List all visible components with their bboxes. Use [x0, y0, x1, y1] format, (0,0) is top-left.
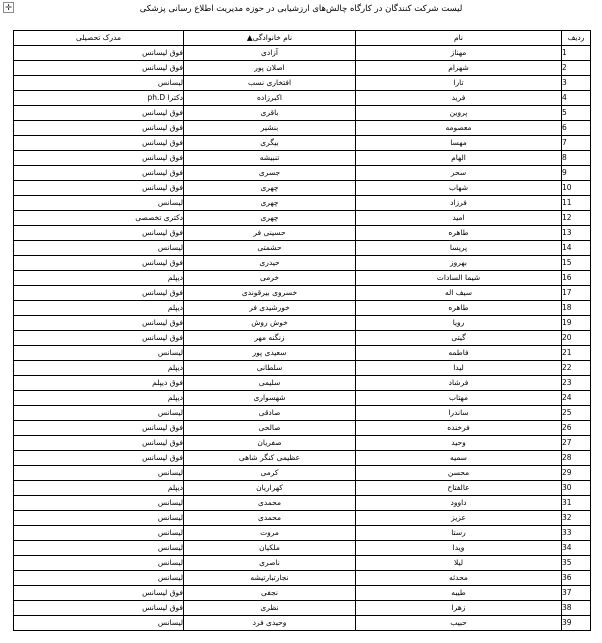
row-degree: لیسانس [14, 526, 184, 541]
table-row [14, 496, 591, 511]
row-first-name: عزیز [356, 511, 562, 526]
table-row [14, 181, 591, 196]
table-row [14, 241, 591, 256]
row-family-name: چهری [184, 181, 356, 196]
row-first-name: فرشاد [356, 376, 562, 391]
row-family-name: صادقی [184, 406, 356, 421]
row-family-name: حشمتی [184, 241, 356, 256]
table-row [14, 286, 591, 301]
table-row [14, 301, 591, 316]
row-degree: لیسانس [14, 76, 184, 91]
row-first-name: رستا [356, 526, 562, 541]
row-degree: فوق لیسانس [14, 256, 184, 271]
row-family-name: ناصری [184, 556, 356, 571]
row-index: 28 [562, 451, 591, 466]
table-row [14, 136, 591, 151]
table-row [14, 586, 591, 601]
row-first-name: پروین [356, 106, 562, 121]
row-degree: فوق لیسانس [14, 106, 184, 121]
table-row [14, 106, 591, 121]
table-row [14, 331, 591, 346]
row-family-name: افتخاری نسب [184, 76, 356, 91]
table-row [14, 166, 591, 181]
row-index: 10 [562, 181, 591, 196]
row-first-name: عالفتاح [356, 481, 562, 496]
header-index: ردیف [562, 31, 591, 46]
row-first-name: طاهره [356, 226, 562, 241]
row-family-name: باقری [184, 106, 356, 121]
row-family-name: جسری [184, 166, 356, 181]
row-index: 34 [562, 541, 591, 556]
row-index: 35 [562, 556, 591, 571]
row-index: 32 [562, 511, 591, 526]
row-index: 20 [562, 331, 591, 346]
row-degree: فوق لیسانس [14, 316, 184, 331]
row-degree: لیسانس [14, 241, 184, 256]
table-row [14, 556, 591, 571]
table-row [14, 451, 591, 466]
row-family-name: زنگنه مهر [184, 331, 356, 346]
row-index: 1 [562, 46, 591, 61]
row-family-name: صفریان [184, 436, 356, 451]
row-first-name: ساندرا [356, 406, 562, 421]
row-degree: لیسانس [14, 466, 184, 481]
row-family-name: اکبرزاده [184, 91, 356, 106]
table-row [14, 61, 591, 76]
row-degree: دکتری تخصصی [14, 211, 184, 226]
table-row [14, 196, 591, 211]
table-row [14, 46, 591, 61]
header-degree: مدرک تحصیلی [14, 31, 184, 46]
header-name: نام [356, 31, 562, 46]
row-first-name: شیما السادات [356, 271, 562, 286]
row-degree: لیسانس [14, 571, 184, 586]
row-index: 19 [562, 316, 591, 331]
row-degree: فوق لیسانس [14, 166, 184, 181]
row-first-name: ویدا [356, 541, 562, 556]
row-degree: لیسانس [14, 496, 184, 511]
table-row [14, 541, 591, 556]
row-family-name: آزادی [184, 46, 356, 61]
row-first-name: طاهره [356, 301, 562, 316]
row-degree: دیپلم [14, 481, 184, 496]
row-index: 5 [562, 106, 591, 121]
row-index: 6 [562, 121, 591, 136]
row-family-name: حسینی فر [184, 226, 356, 241]
row-first-name: فرزاد [356, 196, 562, 211]
row-degree: لیسانس [14, 541, 184, 556]
row-family-name: خورشیدی فر [184, 301, 356, 316]
row-degree: لیسانس [14, 616, 184, 631]
row-index: 7 [562, 136, 591, 151]
row-index: 14 [562, 241, 591, 256]
row-index: 2 [562, 61, 591, 76]
row-degree: لیسانس [14, 346, 184, 361]
row-first-name: حبیب [356, 616, 562, 631]
row-family-name: عظیمی کنگر شاهی [184, 451, 356, 466]
header-family-name[interactable]: نام خانوادگی▲ [184, 31, 356, 46]
row-first-name: فاطمه [356, 346, 562, 361]
row-first-name: بهروز [356, 256, 562, 271]
row-family-name: سلطانی [184, 361, 356, 376]
row-degree: فوق لیسانس [14, 286, 184, 301]
row-degree: فوق لیسانس [14, 46, 184, 61]
row-first-name: طیبه [356, 586, 562, 601]
row-index: 3 [562, 76, 591, 91]
row-degree: فوق لیسانس [14, 436, 184, 451]
row-degree: دیپلم [14, 391, 184, 406]
row-index: 38 [562, 601, 591, 616]
row-degree: فوق لیسانس [14, 451, 184, 466]
row-index: 30 [562, 481, 591, 496]
row-family-name: وحیدی فرد [184, 616, 356, 631]
row-degree: فوق لیسانس [14, 226, 184, 241]
table-row [14, 391, 591, 406]
row-family-name: تنبیشه [184, 151, 356, 166]
row-first-name: وحید [356, 436, 562, 451]
table-row [14, 571, 591, 586]
row-degree: دیپلم [14, 361, 184, 376]
row-index: 13 [562, 226, 591, 241]
row-first-name: رویا [356, 316, 562, 331]
row-family-name: بیگری [184, 136, 356, 151]
row-family-name: محمدی [184, 511, 356, 526]
row-index: 22 [562, 361, 591, 376]
table-row [14, 436, 591, 451]
row-first-name: مهناز [356, 46, 562, 61]
row-first-name: معصومه [356, 121, 562, 136]
table-row [14, 151, 591, 166]
table-row [14, 211, 591, 226]
row-degree: دیپلم [14, 301, 184, 316]
row-degree: فوق لیسانس [14, 181, 184, 196]
row-first-name: لیدا [356, 361, 562, 376]
row-index: 17 [562, 286, 591, 301]
row-first-name: شهاب [356, 181, 562, 196]
row-index: 12 [562, 211, 591, 226]
table-row [14, 226, 591, 241]
row-degree: دکترا ph.D [14, 91, 184, 106]
row-first-name: شهرام [356, 61, 562, 76]
row-index: 4 [562, 91, 591, 106]
row-degree: فوق لیسانس [14, 601, 184, 616]
row-degree: لیسانس [14, 406, 184, 421]
row-first-name: زهرا [356, 601, 562, 616]
row-first-name: گیتی [356, 331, 562, 346]
table-header-row [14, 31, 591, 46]
row-family-name: محمدی [184, 496, 356, 511]
table-row [14, 376, 591, 391]
row-first-name: داوود [356, 496, 562, 511]
row-index: 37 [562, 586, 591, 601]
table-row [14, 76, 591, 91]
table-row [14, 406, 591, 421]
row-family-name: شهسواری [184, 391, 356, 406]
row-first-name: الهام [356, 151, 562, 166]
row-index: 16 [562, 271, 591, 286]
row-index: 21 [562, 346, 591, 361]
row-degree: فوق لیسانس [14, 151, 184, 166]
row-family-name: مروت [184, 526, 356, 541]
row-first-name: لیلا [356, 556, 562, 571]
row-index: 9 [562, 166, 591, 181]
row-first-name: سحر [356, 166, 562, 181]
row-family-name: نجفی [184, 586, 356, 601]
row-index: 29 [562, 466, 591, 481]
row-degree: لیسانس [14, 556, 184, 571]
table-row [14, 511, 591, 526]
row-first-name: محسن [356, 466, 562, 481]
table-row [14, 91, 591, 106]
row-index: 33 [562, 526, 591, 541]
table-row [14, 271, 591, 286]
table-row [14, 601, 591, 616]
row-index: 25 [562, 406, 591, 421]
row-index: 36 [562, 571, 591, 586]
row-first-name: محدثه [356, 571, 562, 586]
table-row [14, 421, 591, 436]
row-first-name: مهتاب [356, 391, 562, 406]
move-cross-icon[interactable]: ✛ [3, 2, 14, 13]
row-index: 31 [562, 496, 591, 511]
row-family-name: ملکیان [184, 541, 356, 556]
table-row [14, 346, 591, 361]
row-family-name: نظری [184, 601, 356, 616]
row-degree: دیپلم [14, 271, 184, 286]
row-first-name: سیف اله [356, 286, 562, 301]
row-family-name: خوش روش [184, 316, 356, 331]
table-row [14, 616, 591, 631]
row-first-name: سمیه [356, 451, 562, 466]
row-degree: فوق لیسانس [14, 61, 184, 76]
row-index: 23 [562, 376, 591, 391]
row-degree: لیسانس [14, 511, 184, 526]
row-degree: فوق لیسانس [14, 121, 184, 136]
row-first-name: مهسا [356, 136, 562, 151]
row-index: 24 [562, 391, 591, 406]
row-family-name: نجارتبارتیشه [184, 571, 356, 586]
row-family-name: خسروی بیرقوندی [184, 286, 356, 301]
table-row [14, 256, 591, 271]
row-index: 18 [562, 301, 591, 316]
row-degree: فوق لیسانس [14, 421, 184, 436]
row-degree: فوق لیسانس [14, 136, 184, 151]
row-first-name: تارا [356, 76, 562, 91]
row-family-name: کهراریان [184, 481, 356, 496]
table-row [14, 121, 591, 136]
table-row [14, 361, 591, 376]
table-row [14, 466, 591, 481]
row-index: 15 [562, 256, 591, 271]
row-index: 39 [562, 616, 591, 631]
row-degree: فوق لیسانس [14, 586, 184, 601]
row-family-name: صالحی [184, 421, 356, 436]
row-index: 26 [562, 421, 591, 436]
row-family-name: سلیمی [184, 376, 356, 391]
row-family-name: خرمی [184, 271, 356, 286]
row-index: 8 [562, 151, 591, 166]
row-first-name: فرید [356, 91, 562, 106]
row-first-name: پریسا [356, 241, 562, 256]
row-family-name: کرمی [184, 466, 356, 481]
row-first-name: امید [356, 211, 562, 226]
row-family-name: چهری [184, 196, 356, 211]
table-row [14, 526, 591, 541]
row-family-name: اصلان پور [184, 61, 356, 76]
row-family-name: چهری [184, 211, 356, 226]
row-family-name: بنشیر [184, 121, 356, 136]
row-degree: فوق لیسانس [14, 331, 184, 346]
table-row [14, 316, 591, 331]
row-index: 11 [562, 196, 591, 211]
row-family-name: سعیدی پور [184, 346, 356, 361]
participants-table [13, 30, 591, 631]
row-degree: لیسانس [14, 196, 184, 211]
row-degree: فوق دیپلم [14, 376, 184, 391]
table-row [14, 481, 591, 496]
document-title: لیست شرکت کنندگان در کارگاه چالش‌های ارزشیابی در حوزه مدیریت اطلاع رسانی پزشکی [139, 4, 463, 14]
row-first-name: فرخنده [356, 421, 562, 436]
row-family-name: حیدری [184, 256, 356, 271]
row-index: 27 [562, 436, 591, 451]
